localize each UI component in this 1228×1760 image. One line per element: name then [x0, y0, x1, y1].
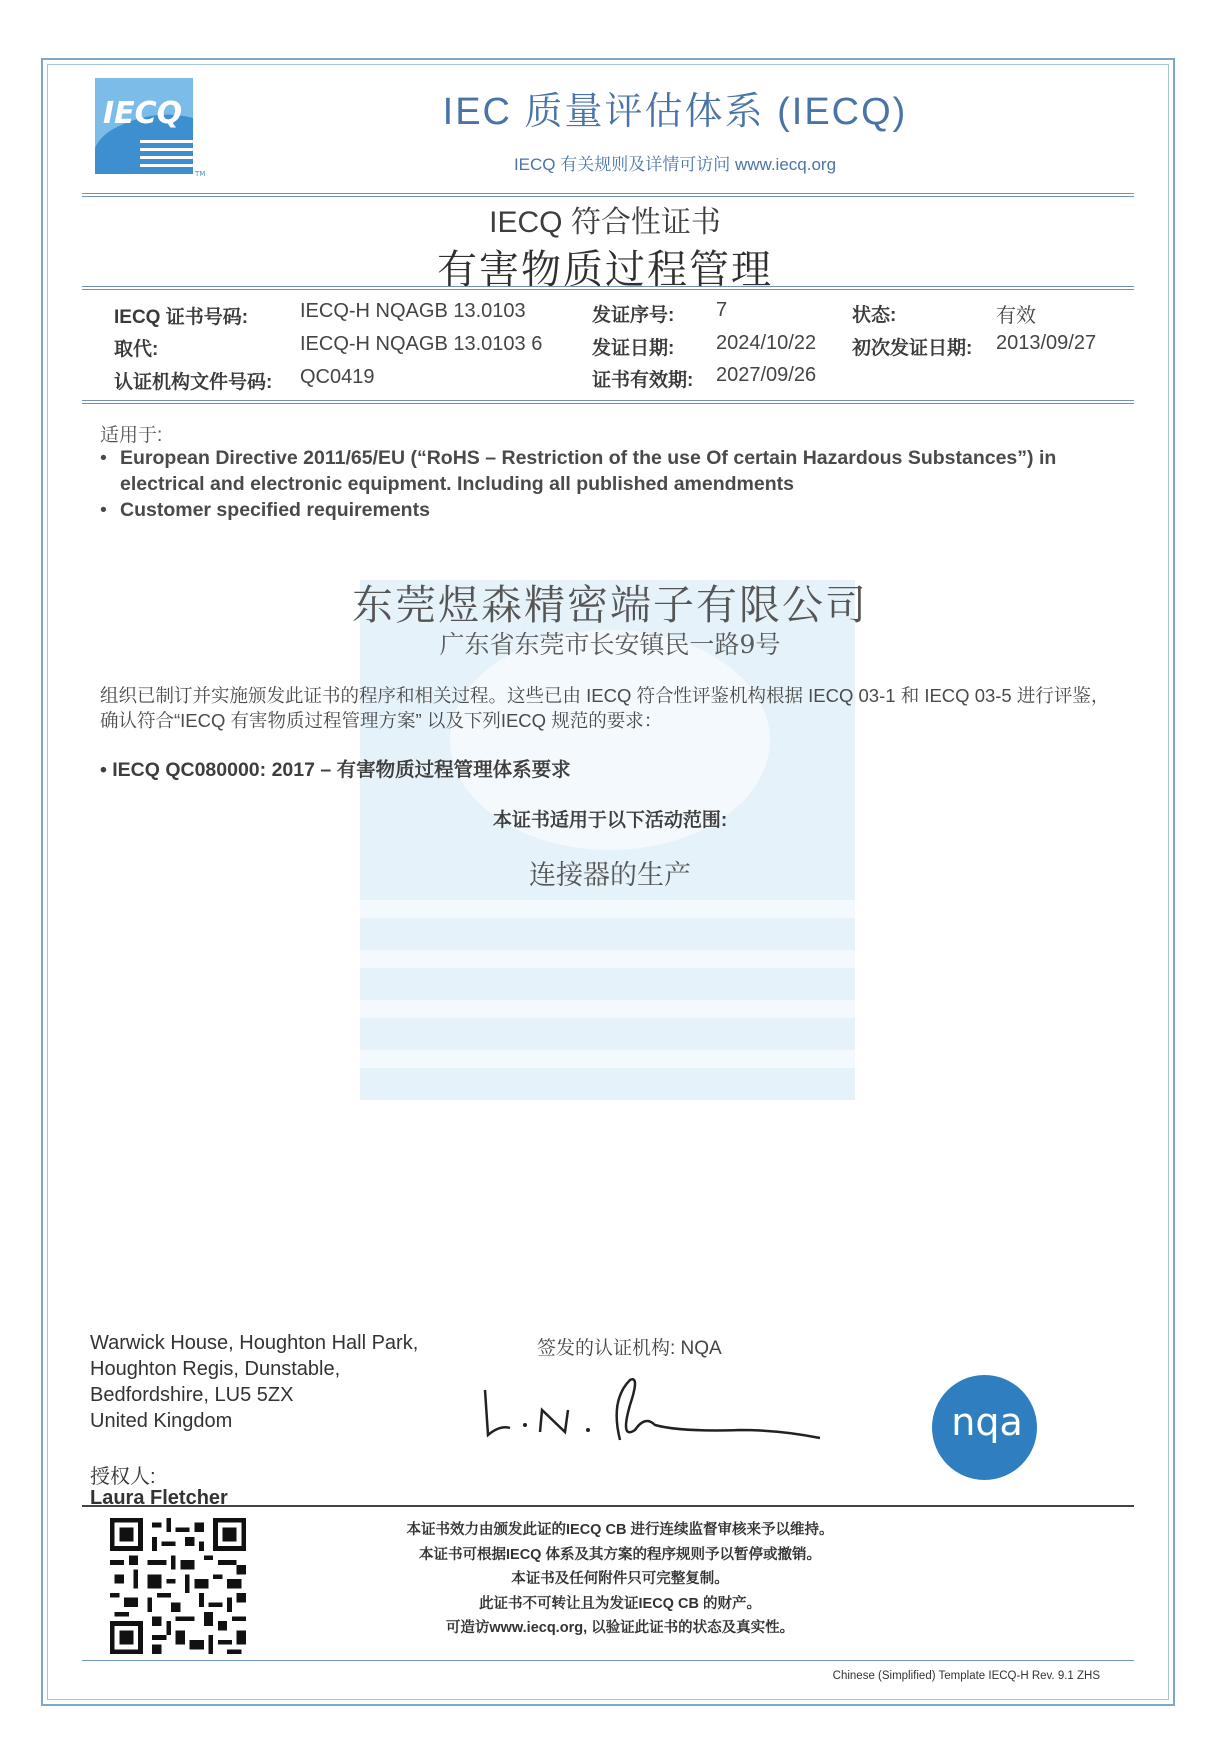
scope-label: 本证书适用于以下活动范围: — [492, 810, 728, 831]
expiry-label: 证书有效期: — [592, 370, 694, 391]
issue-no-label: 发证序号: — [592, 305, 675, 326]
cb-file-value: QC0419 — [300, 366, 375, 388]
issue-date-label: 发证日期: — [592, 338, 675, 359]
cb-address — [90, 1330, 418, 1434]
nqa-logo — [932, 1375, 1037, 1480]
cert-no-label: IECQ 证书号码: — [114, 307, 249, 328]
svg-text:TM: TM — [195, 170, 206, 178]
company-address: 广东省东莞市长安镇民一路9号 — [439, 630, 781, 659]
cert-no-value: IECQ-H NQAGB 13.0103 — [300, 300, 526, 322]
legal-note: 本证书效力由颁发此证的IECQ CB 进行连续监督审核来予以维持。 — [406, 1522, 834, 1538]
applies-item: • Customer specified requirements — [100, 497, 1120, 523]
legal-notes — [350, 1518, 890, 1641]
authorised-name: Laura Fletcher — [90, 1487, 228, 1509]
issuer-label: 签发的认证机构: NQA — [537, 1338, 722, 1359]
address-line: Houghton Regis, Dunstable, — [90, 1358, 341, 1380]
scope-value: 连接器的生产 — [529, 860, 691, 891]
address-line: United Kingdom — [90, 1410, 233, 1432]
applies-list — [100, 445, 1120, 523]
replaces-label: 取代: — [114, 339, 159, 360]
qr-code — [110, 1518, 246, 1654]
standard-item: • IECQ QC080000: 2017 – 有害物质过程管理体系要求 — [100, 759, 571, 781]
status-label: 状态: — [852, 305, 897, 326]
header-subtitle: IECQ 有关规则及详情可访问 www.iecq.org — [513, 155, 837, 174]
divider — [82, 400, 1134, 404]
signature — [480, 1370, 840, 1450]
nqa-logo-text: nqa — [951, 1400, 1023, 1444]
company-name: 东莞煜森精密端子有限公司 — [352, 581, 868, 629]
first-issue-value: 2013/09/27 — [996, 332, 1097, 354]
replaces-value: IECQ-H NQAGB 13.0103 6 — [300, 333, 543, 355]
applies-label: 适用于: — [100, 425, 163, 446]
divider — [82, 1660, 1134, 1661]
first-issue-label: 初次发证日期: — [852, 338, 973, 359]
template-id: Chinese (Simplified) Template IECQ-H Rev. 9.1 ZHS — [832, 1670, 1100, 1682]
divider — [82, 1505, 1134, 1507]
legal-note: 本证书可根据IECQ 体系及其方案的程序规则予以暂停或撤销。 — [419, 1546, 821, 1563]
status-value: 有效 — [996, 305, 1036, 327]
divider — [82, 286, 1134, 290]
header-title: IEC 质量评估体系 (IECQ) — [442, 91, 908, 133]
iecq-logo — [95, 78, 207, 178]
applies-item: • European Directive 2011/65/EU (“RoHS – Restriction of the use Of certain Hazardous Substances”) in electrical and electronic equipment. Including all published amendments — [100, 445, 1120, 497]
certificate-scope-title: 有害物质过程管理 — [437, 248, 773, 292]
authorised-label: 授权人: — [90, 1466, 156, 1488]
assessment-paragraph: 组织已制订并实施颁发此证书的程序和相关过程。这些已由 IECQ 符合性评鉴机构根据 IECQ 03-1 和 IECQ 03-5 进行评鉴，确认符合“IECQ 有害物质过程管理方案” 以及下列IECQ 规范的要求： — [100, 685, 1110, 731]
address-line: Warwick House, Houghton Hall Park, — [90, 1332, 419, 1354]
issue-date-value: 2024/10/22 — [716, 332, 817, 354]
issue-no-value: 7 — [716, 299, 728, 321]
certificate-kind: IECQ 符合性证书 — [489, 206, 721, 239]
logo-text: IECQ — [103, 96, 183, 131]
cb-file-label: 认证机构文件号码: — [114, 372, 273, 393]
expiry-value: 2027/09/26 — [716, 364, 817, 386]
legal-note: 此证书不可转让且为发证IECQ CB 的财产。 — [479, 1595, 761, 1612]
legal-note: 可造访www.iecq.org, 以验证此证书的状态及真实性。 — [445, 1620, 795, 1636]
legal-note: 本证书及任何附件只可完整复制。 — [511, 1571, 729, 1587]
address-line: Bedfordshire, LU5 5ZX — [90, 1384, 294, 1406]
